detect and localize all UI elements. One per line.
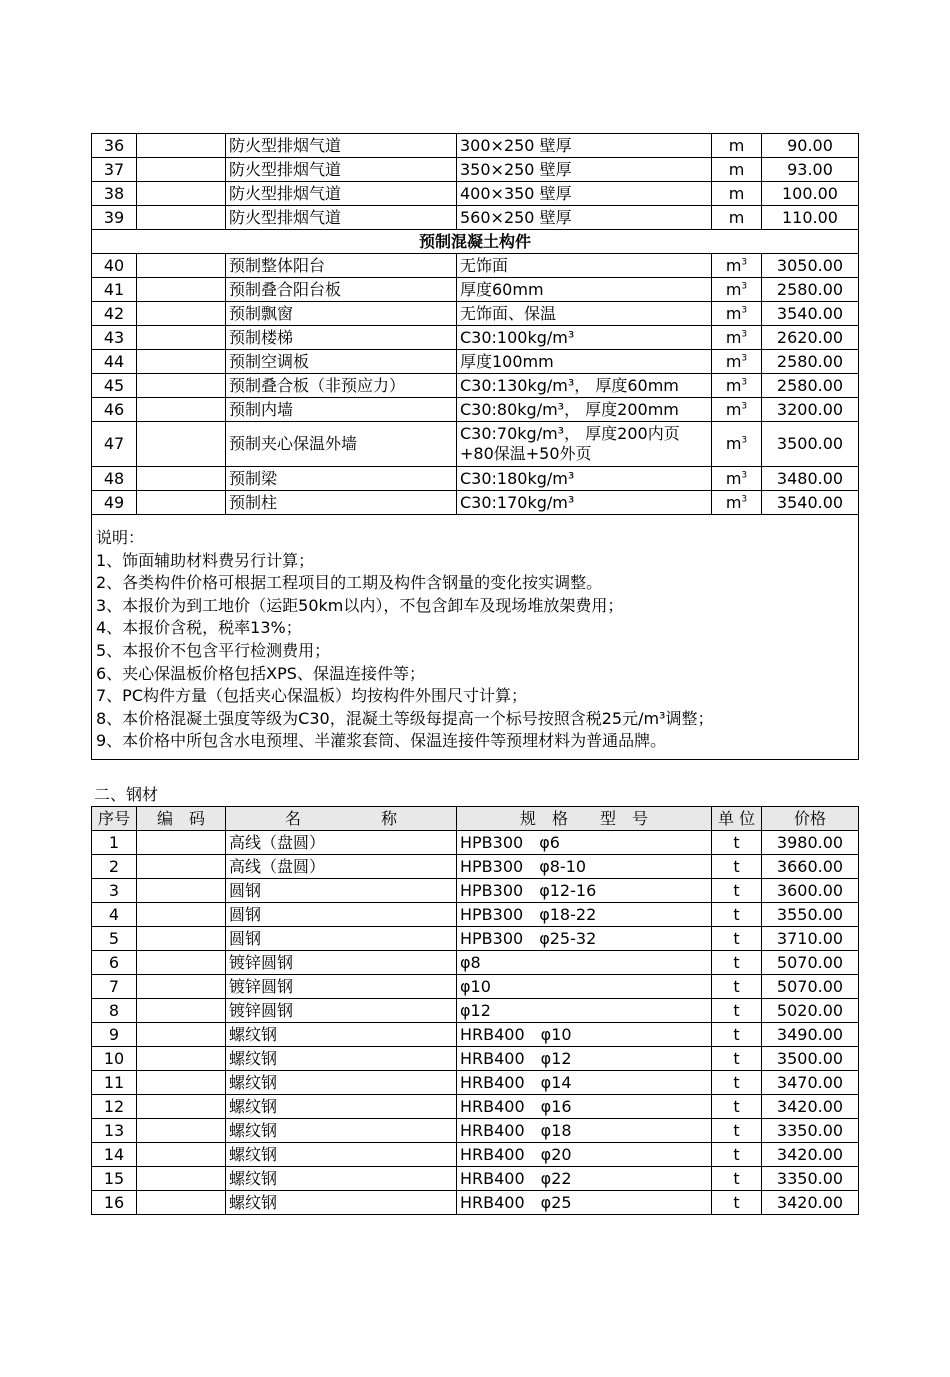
- row-code: [137, 1023, 226, 1047]
- row-name: 螺纹钢: [226, 1143, 457, 1167]
- row-price: 5070.00: [762, 951, 859, 975]
- row-unit: [712, 278, 762, 302]
- row-no: 49: [92, 491, 137, 515]
- row-no: 14: [92, 1143, 137, 1167]
- row-no: 3: [92, 879, 137, 903]
- row-unit: m: [712, 182, 762, 206]
- row-no: 45: [92, 374, 137, 398]
- row-no: 16: [92, 1191, 137, 1215]
- row-code: [137, 134, 226, 158]
- row-unit: [712, 374, 762, 398]
- row-spec: 厚度60mm: [457, 278, 712, 302]
- row-price: 3660.00: [762, 855, 859, 879]
- row-spec: HPB300 φ8-10: [457, 855, 712, 879]
- row-spec: HRB400 φ22: [457, 1167, 712, 1191]
- row-code: [137, 182, 226, 206]
- row-unit: t: [712, 1095, 762, 1119]
- row-no: 38: [92, 182, 137, 206]
- row-no: 42: [92, 302, 137, 326]
- row-unit: m: [712, 206, 762, 230]
- row-code: [137, 1143, 226, 1167]
- table-row: [92, 206, 859, 230]
- row-code: [137, 467, 226, 491]
- row-code: [137, 1095, 226, 1119]
- table-row: [92, 158, 859, 182]
- row-no: 8: [92, 999, 137, 1023]
- table-row: [92, 855, 859, 879]
- table-row: [92, 1191, 859, 1215]
- row-spec: 350×250 壁厚: [457, 158, 712, 182]
- row-spec: φ10: [457, 975, 712, 999]
- row-spec: HRB400 φ14: [457, 1071, 712, 1095]
- row-spec: HPB300 φ18-22: [457, 903, 712, 927]
- row-price: 5070.00: [762, 975, 859, 999]
- row-no: 10: [92, 1047, 137, 1071]
- row-unit: t: [712, 1167, 762, 1191]
- row-price: 3350.00: [762, 1167, 859, 1191]
- row-name: 预制梁: [226, 467, 457, 491]
- row-no: 40: [92, 254, 137, 278]
- unit-superscript: 3: [741, 435, 748, 446]
- row-price: 3480.00: [762, 467, 859, 491]
- row-unit: m: [712, 134, 762, 158]
- row-code: [137, 879, 226, 903]
- table-header-row: [92, 807, 859, 831]
- row-no: 39: [92, 206, 137, 230]
- header-name: 名 称: [226, 807, 457, 831]
- row-spec: 厚度100mm: [457, 350, 712, 374]
- row-code: [137, 855, 226, 879]
- table-row: [92, 1071, 859, 1095]
- row-name: 螺纹钢: [226, 1047, 457, 1071]
- table-row: [92, 302, 859, 326]
- unit-base: m: [725, 434, 742, 453]
- row-name: 预制柱: [226, 491, 457, 515]
- table-row: [92, 1143, 859, 1167]
- row-name: 预制内墙: [226, 398, 457, 422]
- row-code: [137, 278, 226, 302]
- unit-base: m: [725, 468, 742, 488]
- unit-superscript: 3: [741, 329, 748, 340]
- table-row: [92, 879, 859, 903]
- row-spec: C30:170kg/m³: [457, 491, 712, 515]
- row-spec: 无饰面: [457, 254, 712, 278]
- row-unit: t: [712, 927, 762, 951]
- unit-base: m: [725, 303, 742, 323]
- row-unit: t: [712, 831, 762, 855]
- unit-base: m: [725, 327, 742, 347]
- row-no: 48: [92, 467, 137, 491]
- row-price: 3420.00: [762, 1143, 859, 1167]
- unit-superscript: 3: [741, 401, 748, 412]
- header-unit: 单 位: [712, 807, 762, 831]
- row-no: 37: [92, 158, 137, 182]
- row-spec: φ8: [457, 951, 712, 975]
- note-item: 7、PC构件方量（包括夹心保温板）均按构件外围尺寸计算；: [96, 686, 528, 706]
- table-row: [92, 999, 859, 1023]
- table-row: [92, 491, 859, 515]
- row-code: [137, 254, 226, 278]
- row-price: 5020.00: [762, 999, 859, 1023]
- table-row: [92, 398, 859, 422]
- table-row: [92, 467, 859, 491]
- row-price: 90.00: [762, 134, 859, 158]
- row-name: 螺纹钢: [226, 1095, 457, 1119]
- unit-superscript: 3: [741, 377, 748, 388]
- table-row: [92, 350, 859, 374]
- table-row: [92, 951, 859, 975]
- row-name: 预制整体阳台: [226, 254, 457, 278]
- row-unit: t: [712, 1191, 762, 1215]
- row-name: 高线（盘圆）: [226, 855, 457, 879]
- row-code: [137, 927, 226, 951]
- row-name: 预制楼梯: [226, 326, 457, 350]
- row-no: 47: [92, 422, 137, 467]
- row-code: [137, 422, 226, 467]
- row-spec: HRB400 φ18: [457, 1119, 712, 1143]
- row-price: 3550.00: [762, 903, 859, 927]
- row-unit: [712, 467, 762, 491]
- row-spec: C30:130kg/m³， 厚度60mm: [457, 374, 712, 398]
- unit-superscript: 3: [741, 257, 748, 268]
- row-spec: HPB300 φ6: [457, 831, 712, 855]
- row-unit: [712, 422, 762, 467]
- row-no: 9: [92, 1023, 137, 1047]
- row-price: 93.00: [762, 158, 859, 182]
- unit-superscript: 3: [741, 353, 748, 364]
- row-code: [137, 831, 226, 855]
- row-spec: 无饰面、保温: [457, 302, 712, 326]
- row-spec: C30:80kg/m³， 厚度200mm: [457, 398, 712, 422]
- note-item: 5、本报价不包含平行检测费用；: [96, 640, 331, 660]
- row-code: [137, 951, 226, 975]
- header-price: 价格: [762, 807, 859, 831]
- row-unit: [712, 302, 762, 326]
- row-code: [137, 302, 226, 326]
- row-no: 7: [92, 975, 137, 999]
- row-spec: C30:70kg/m³， 厚度200内页+80保温+50外页: [457, 422, 712, 467]
- row-price: 3420.00: [762, 1191, 859, 1215]
- row-unit: [712, 326, 762, 350]
- row-price: 2580.00: [762, 374, 859, 398]
- row-price: 3980.00: [762, 831, 859, 855]
- table-row: [92, 1095, 859, 1119]
- row-code: [137, 1191, 226, 1215]
- row-name: 螺纹钢: [226, 1119, 457, 1143]
- row-price: 2580.00: [762, 350, 859, 374]
- row-unit: [712, 398, 762, 422]
- row-name: 镀锌圆钢: [226, 951, 457, 975]
- row-unit: t: [712, 1071, 762, 1095]
- row-name: 防火型排烟气道: [226, 206, 457, 230]
- row-price: 110.00: [762, 206, 859, 230]
- row-code: [137, 158, 226, 182]
- row-name: 圆钢: [226, 903, 457, 927]
- header-no: 序号: [92, 807, 137, 831]
- row-price: 3470.00: [762, 1071, 859, 1095]
- row-name: 防火型排烟气道: [226, 158, 457, 182]
- row-spec: 300×250 壁厚: [457, 134, 712, 158]
- steel-price-table: [91, 806, 859, 1215]
- row-no: 13: [92, 1119, 137, 1143]
- row-unit: t: [712, 1143, 762, 1167]
- precast-price-table: [91, 133, 859, 760]
- unit-base: m: [725, 492, 742, 512]
- section-title-precast: 预制混凝土构件: [92, 230, 859, 254]
- row-spec: 400×350 壁厚: [457, 182, 712, 206]
- unit-superscript: 3: [741, 305, 748, 316]
- notes-row: [92, 515, 859, 760]
- row-code: [137, 1047, 226, 1071]
- row-price: 2620.00: [762, 326, 859, 350]
- row-no: 36: [92, 134, 137, 158]
- row-no: 46: [92, 398, 137, 422]
- row-unit: t: [712, 903, 762, 927]
- row-price: 100.00: [762, 182, 859, 206]
- table-row: [92, 927, 859, 951]
- row-name: 圆钢: [226, 879, 457, 903]
- table-row: [92, 1167, 859, 1191]
- row-spec: C30:180kg/m³: [457, 467, 712, 491]
- row-spec: HRB400 φ12: [457, 1047, 712, 1071]
- table-row: [92, 374, 859, 398]
- note-item: 6、夹心保温板价格包括XPS、保温连接件等；: [96, 663, 425, 683]
- row-no: 43: [92, 326, 137, 350]
- section-header-row: [92, 230, 859, 254]
- row-spec: HRB400 φ10: [457, 1023, 712, 1047]
- table-row: [92, 326, 859, 350]
- row-code: [137, 1167, 226, 1191]
- table-row: [92, 1047, 859, 1071]
- row-price: 3710.00: [762, 927, 859, 951]
- row-name: 镀锌圆钢: [226, 999, 457, 1023]
- note-item: 9、本价格中所包含水电预埋、半灌浆套筒、保温连接件等预埋材料为普通品牌。: [96, 731, 667, 751]
- table-row: [92, 975, 859, 999]
- row-code: [137, 206, 226, 230]
- row-price: 3540.00: [762, 491, 859, 515]
- row-unit: t: [712, 879, 762, 903]
- header-code: 编 码: [137, 807, 226, 831]
- row-no: 11: [92, 1071, 137, 1095]
- row-name: 镀锌圆钢: [226, 975, 457, 999]
- unit-base: m: [725, 279, 742, 299]
- unit-superscript: 3: [741, 494, 748, 505]
- row-price: 3050.00: [762, 254, 859, 278]
- row-name: 圆钢: [226, 927, 457, 951]
- row-no: 41: [92, 278, 137, 302]
- row-no: 1: [92, 831, 137, 855]
- row-unit: [712, 350, 762, 374]
- note-item: 4、本报价含税，税率13%；: [96, 618, 302, 638]
- table-row: [92, 278, 859, 302]
- row-price: 3500.00: [762, 1047, 859, 1071]
- unit-base: m: [725, 255, 742, 275]
- row-price: 3420.00: [762, 1095, 859, 1119]
- row-code: [137, 491, 226, 515]
- row-price: 3350.00: [762, 1119, 859, 1143]
- row-name: 预制叠合阳台板: [226, 278, 457, 302]
- table-row: [92, 422, 859, 467]
- row-name: 防火型排烟气道: [226, 182, 457, 206]
- row-spec: φ12: [457, 999, 712, 1023]
- row-no: 6: [92, 951, 137, 975]
- table-row: [92, 1023, 859, 1047]
- row-unit: t: [712, 855, 762, 879]
- table-row: [92, 182, 859, 206]
- row-no: 15: [92, 1167, 137, 1191]
- unit-base: m: [725, 399, 742, 419]
- row-no: 2: [92, 855, 137, 879]
- header-spec: 规 格 型 号: [457, 807, 712, 831]
- row-name: 高线（盘圆）: [226, 831, 457, 855]
- row-code: [137, 1119, 226, 1143]
- row-unit: t: [712, 975, 762, 999]
- note-item: 8、本价格混凝土强度等级为C30，混凝土等级每提高一个标号按照含税25元/m³调整；: [96, 708, 714, 728]
- row-unit: [712, 491, 762, 515]
- row-code: [137, 1071, 226, 1095]
- row-code: [137, 903, 226, 927]
- row-spec: HRB400 φ16: [457, 1095, 712, 1119]
- note-item: 1、饰面辅助材料费另行计算；: [96, 550, 315, 570]
- row-code: [137, 999, 226, 1023]
- row-unit: t: [712, 1119, 762, 1143]
- row-code: [137, 975, 226, 999]
- row-name: 预制夹心保温外墙: [226, 422, 457, 467]
- row-name: 螺纹钢: [226, 1191, 457, 1215]
- row-code: [137, 350, 226, 374]
- row-spec: 560×250 壁厚: [457, 206, 712, 230]
- row-no: 44: [92, 350, 137, 374]
- row-spec: HRB400 φ20: [457, 1143, 712, 1167]
- row-code: [137, 374, 226, 398]
- row-spec: HPB300 φ25-32: [457, 927, 712, 951]
- row-unit: t: [712, 951, 762, 975]
- row-unit: m: [712, 158, 762, 182]
- row-name: 螺纹钢: [226, 1167, 457, 1191]
- row-spec: HPB300 φ12-16: [457, 879, 712, 903]
- row-spec: HRB400 φ25: [457, 1191, 712, 1215]
- row-no: 5: [92, 927, 137, 951]
- row-no: 4: [92, 903, 137, 927]
- notes-block: [92, 515, 859, 760]
- row-spec: C30:100kg/m³: [457, 326, 712, 350]
- row-unit: t: [712, 1047, 762, 1071]
- note-item: 2、各类构件价格可根据工程项目的工期及构件含钢量的变化按实调整。: [96, 573, 603, 593]
- row-name: 防火型排烟气道: [226, 134, 457, 158]
- row-name: 螺纹钢: [226, 1023, 457, 1047]
- row-name: 预制空调板: [226, 350, 457, 374]
- row-price: 3540.00: [762, 302, 859, 326]
- table-row: [92, 1119, 859, 1143]
- table-row: [92, 903, 859, 927]
- row-price: 3600.00: [762, 879, 859, 903]
- table-row: [92, 831, 859, 855]
- row-no: 12: [92, 1095, 137, 1119]
- row-name: 预制飘窗: [226, 302, 457, 326]
- note-item: 3、本报价为到工地价（运距50km以内），不包含卸车及现场堆放架费用；: [96, 595, 624, 615]
- unit-superscript: 3: [741, 281, 748, 292]
- row-unit: [712, 254, 762, 278]
- row-code: [137, 398, 226, 422]
- unit-base: m: [725, 375, 742, 395]
- section-title-steel: 二、钢材: [94, 785, 159, 804]
- row-price: 2580.00: [762, 278, 859, 302]
- notes-heading: 说明：: [96, 528, 145, 547]
- row-unit: t: [712, 999, 762, 1023]
- row-name: 螺纹钢: [226, 1071, 457, 1095]
- unit-superscript: 3: [741, 470, 748, 481]
- row-price: 3200.00: [762, 398, 859, 422]
- row-code: [137, 326, 226, 350]
- table-row: [92, 254, 859, 278]
- row-unit: t: [712, 1023, 762, 1047]
- row-name: 预制叠合板（非预应力）: [226, 374, 457, 398]
- row-price: 3500.00: [762, 422, 859, 467]
- row-price: 3490.00: [762, 1023, 859, 1047]
- unit-base: m: [725, 351, 742, 371]
- table-row: [92, 134, 859, 158]
